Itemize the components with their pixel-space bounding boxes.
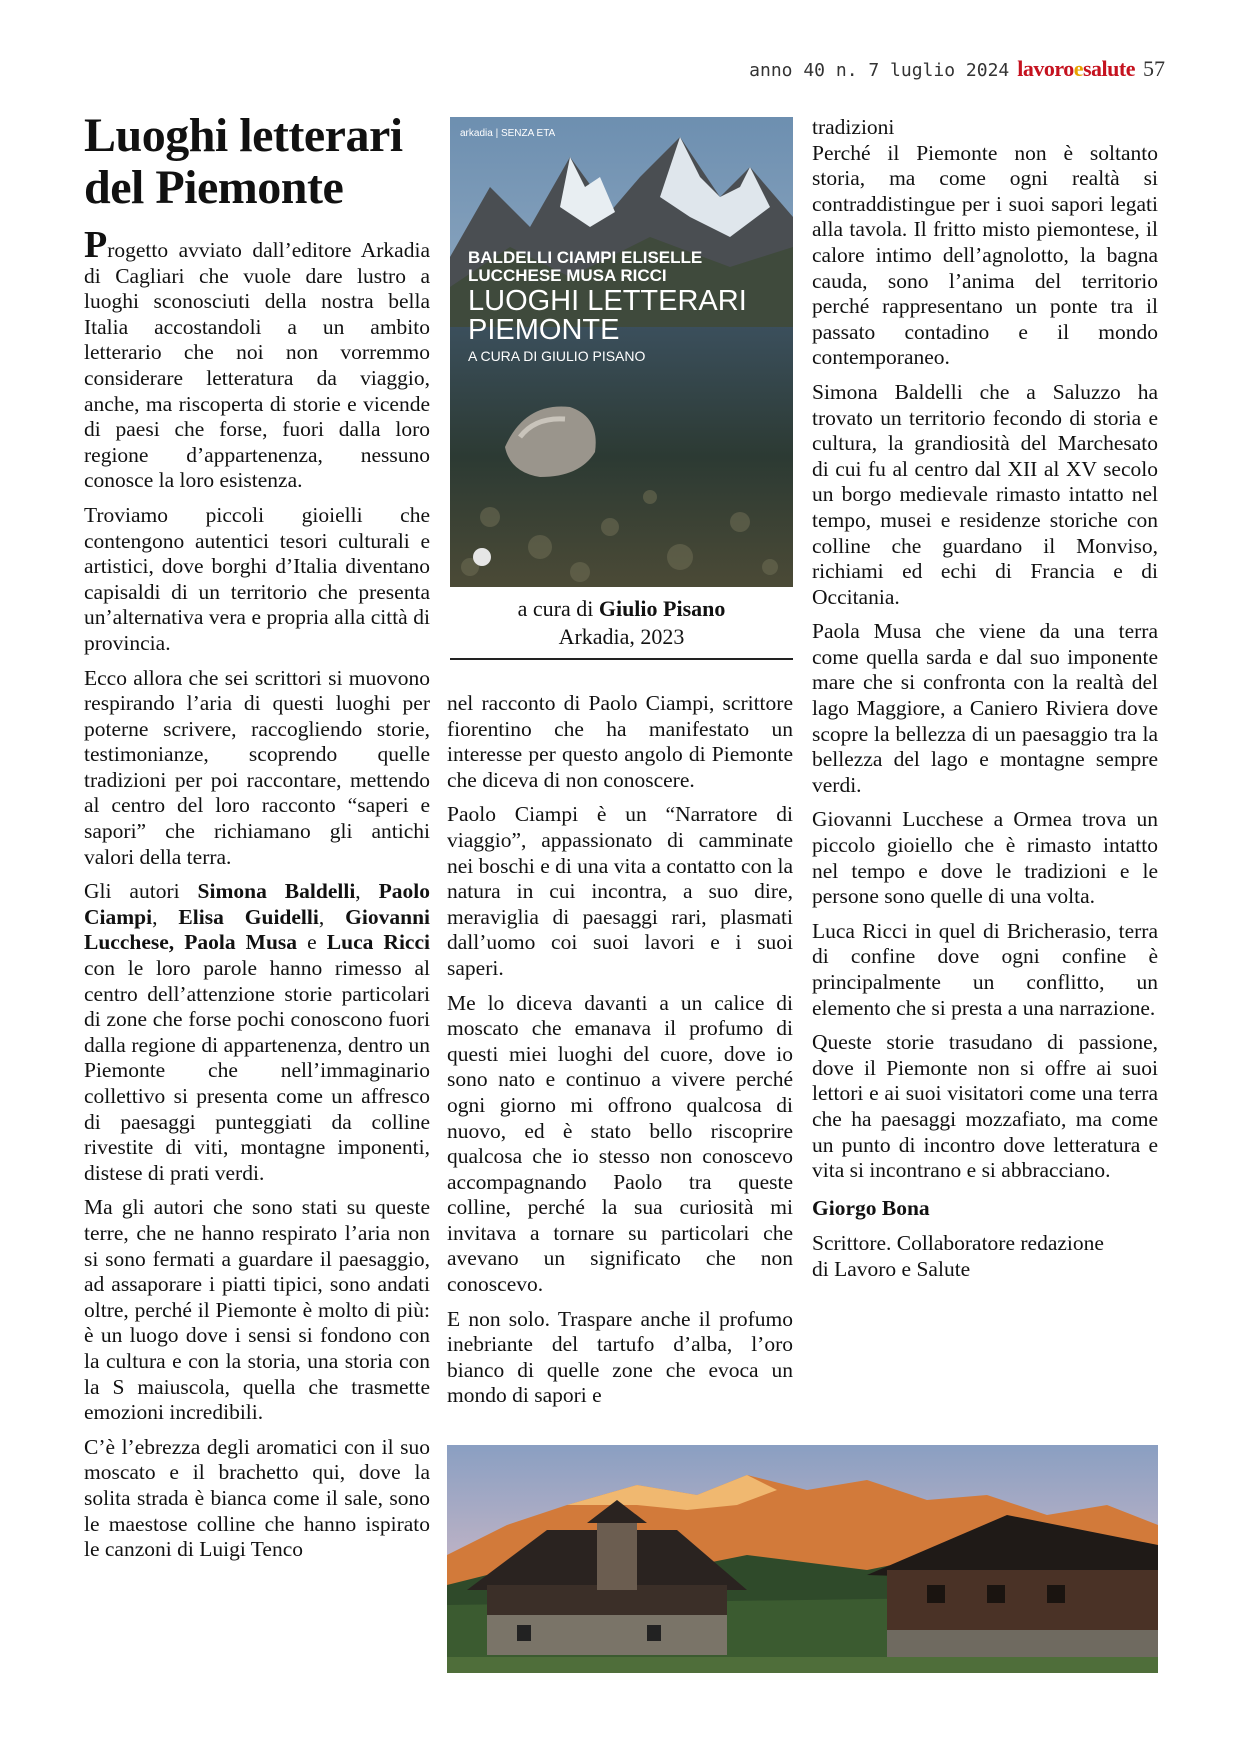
paragraph-authors: Gli autori Simona Baldelli, Paolo Ciampi, Elisa Guidelli, Giovanni Lucchese, Paola Musa e Luca Ricci con le loro parole hanno rimesso al centro dell’attenzione storie particolari di zone che forse pochi conoscono fuori dalla regione di appartenenza, dentro un Piemonte che nell’immaginario collettivo si presenta come un affresco di paesaggi punteggiati da colline rivestite di viti, montagne imponenti, distese di prati verdi. <box>84 879 431 1185</box>
paragraph: Queste storie trasudano di passione, dove il Piemonte non si offre ai suoi lettori e ai suoi visitatori come una terra che ha paesaggi mozzafiato, ma come un punto di incontro dove letteratura e vita si incontrano e si abbracciano. <box>812 1030 1158 1183</box>
paragraph: Progetto avviato dall’editore Arkadia di Cagliari che vuole dare lustro a luoghi sconosciuti della nostra bella Italia accostandoli a un ambito letterario che noi non vorremmo considerare letteratura da viaggio, anche, ma riscoperta di storie e vicende di paesi che forse, fuori dalla loro regione d’appartenenza, nessuno conosce la loro esistenza. <box>84 224 430 493</box>
cover-publisher-tag: arkadia | SENZA ETA <box>460 128 556 139</box>
paragraph: Giovanni Lucchese a Ormea trova un piccolo gioiello che è rimasto intatto nel tempo e dove le tradizioni e le persone sono quelle di una volta. <box>812 807 1158 909</box>
paragraph-continued: tradizioni <box>812 115 895 139</box>
caption-publisher: Arkadia, 2023 <box>558 624 685 649</box>
magazine-logo: lavoroesalute <box>1017 56 1135 81</box>
author-role: Scrittore. Collaboratore redazione di Lavoro e Salute <box>812 1231 1104 1281</box>
page-header <box>749 56 1165 82</box>
cover-authors-line2: LUCCHESE MUSA RICCI <box>468 266 667 285</box>
article-column-3 <box>812 115 1158 1283</box>
paragraph: Me lo diceva davanti a un calice di moscato che emanava il profumo di questi miei luoghi del cuore, dove io sono nato e continuo a vivere perché ogni giorno mi offrono qualcosa di nuovo, ed è stato bello riscoprire qualcosa che io stesso non conoscevo accompagnando Paolo tra queste colline, perché la sua curiosità mi invitava a tornare su particolari che avevano un significato che non conoscevo. <box>447 990 793 1297</box>
article-title: Luoghi letterari del Piemonte <box>84 109 403 214</box>
caption-divider <box>450 658 793 660</box>
landscape-photo <box>447 1445 1158 1673</box>
paragraph: Ecco allora che sei scrittori si muovono respirando l’aria di questi luoghi per poterne scrivere, raccogliendo storie, testimonianze, scoprendo quelle tradizioni per poi raccontare, mettendo al centro del loro racconto “saperi e sapori” che richiamano gli antichi valori della terra. <box>84 665 430 869</box>
paragraph: Paola Musa che viene da una terra come quella sarda e dal suo imponente mare che si confronta con la realtà del lago Maggiore, a Caniero Riviera dove scopre la bellezza di un paesaggio tra la bellezza del lago e montagne sempre verdi. <box>812 619 1158 797</box>
paragraph: C’è l’ebrezza degli aromatici con il suo moscato e il brachetto qui, dove la solita strada è bianca come il sale, sono le maestose colline che hanno ispirato le canzoni di Luigi Tenco <box>84 1434 430 1562</box>
caption-editor: Giulio Pisano <box>598 596 726 621</box>
paragraph: nel racconto di Paolo Ciampi, scrittore fiorentino che ha manifestato un interesse per questo angolo di Piemonte che diceva di non conoscere. <box>447 691 793 792</box>
cover-editor-line: A CURA DI GIULIO PISANO <box>468 348 646 364</box>
paragraph: Paolo Ciampi è un “Narratore di viaggio”, appassionato di camminate nei boschi e di una vita a contatto con la natura in cui incontra, a suo dire, meraviglia di paesaggi rari, plasmati dall’uomo coi suoi lavori e i suoi saperi. <box>447 802 793 980</box>
book-caption: a cura di Giulio Pisano Arkadia, 2023 <box>450 595 793 651</box>
article-column-2 <box>447 691 793 1418</box>
cover-title-line1: LUOGHI LETTERARI <box>468 285 747 317</box>
drop-cap: P <box>84 224 108 266</box>
paragraph: Perché il Piemonte non è soltanto storia, ma come ogni realtà si contraddistingue per i suoi sapori legati alla tavola. Il fritto misto piemontese, il calore intimo dell’agnolotto, la bagna cauda, sono l’anima del territorio perché rappresentano un ponte tra il passato contadino e il mondo contemporaneo. <box>812 140 1158 370</box>
paragraph: Ma gli autori che sono stati su queste terre, che ne hanno respirato l’aria non si sono fermati a guardare il paesaggio, ad assaporare i piatti tipici, sono andati oltre, perché il Piemonte è molto di più: è un luogo dove i sensi si fondono con la cultura e con la storia, una storia con la S maiuscola, quella che trasmette emozioni incredibili. <box>84 1195 430 1425</box>
page-number: 57 <box>1143 56 1165 81</box>
cover-authors-line1: BALDELLI CIAMPI ELISELLE <box>468 248 703 267</box>
paragraph: Luca Ricci in quel di Bricherasio, terra di confine dove ogni confine è principalmente un conflitto, un elemento che si presta a una narrazione. <box>812 918 1158 1020</box>
paragraph: Troviamo piccoli gioielli che contengono autentici tesori culturali e artistici, dove borghi d’Italia diventano capisaldi di un territorio che presenta un’alternativa vera e propria alla città di provincia. <box>84 502 430 655</box>
cover-title-line2: PIEMONTE <box>468 314 620 346</box>
book-cover-image <box>450 117 793 587</box>
issue-info: anno 40 n. 7 luglio 2024 <box>749 60 1010 81</box>
author-signature: Giorgo Bona <box>812 1195 930 1220</box>
paragraph: E non solo. Traspare anche il profumo inebriante del tartufo d’alba, l’oro bianco di quelle zone che evoca un mondo di sapori e <box>447 1306 793 1408</box>
article-column-1 <box>84 224 431 1572</box>
paragraph: Simona Baldelli che a Saluzzo ha trovato un territorio fecondo di storia e cultura, la grandiosità del Marchesato di cui fu al centro dal XII al XV secolo un borgo medievale rimasto intatto nel tempo, musei e residenze storiche con colline che guardano il Monviso, richiami ed echi di Francia e di Occitania. <box>812 379 1158 609</box>
